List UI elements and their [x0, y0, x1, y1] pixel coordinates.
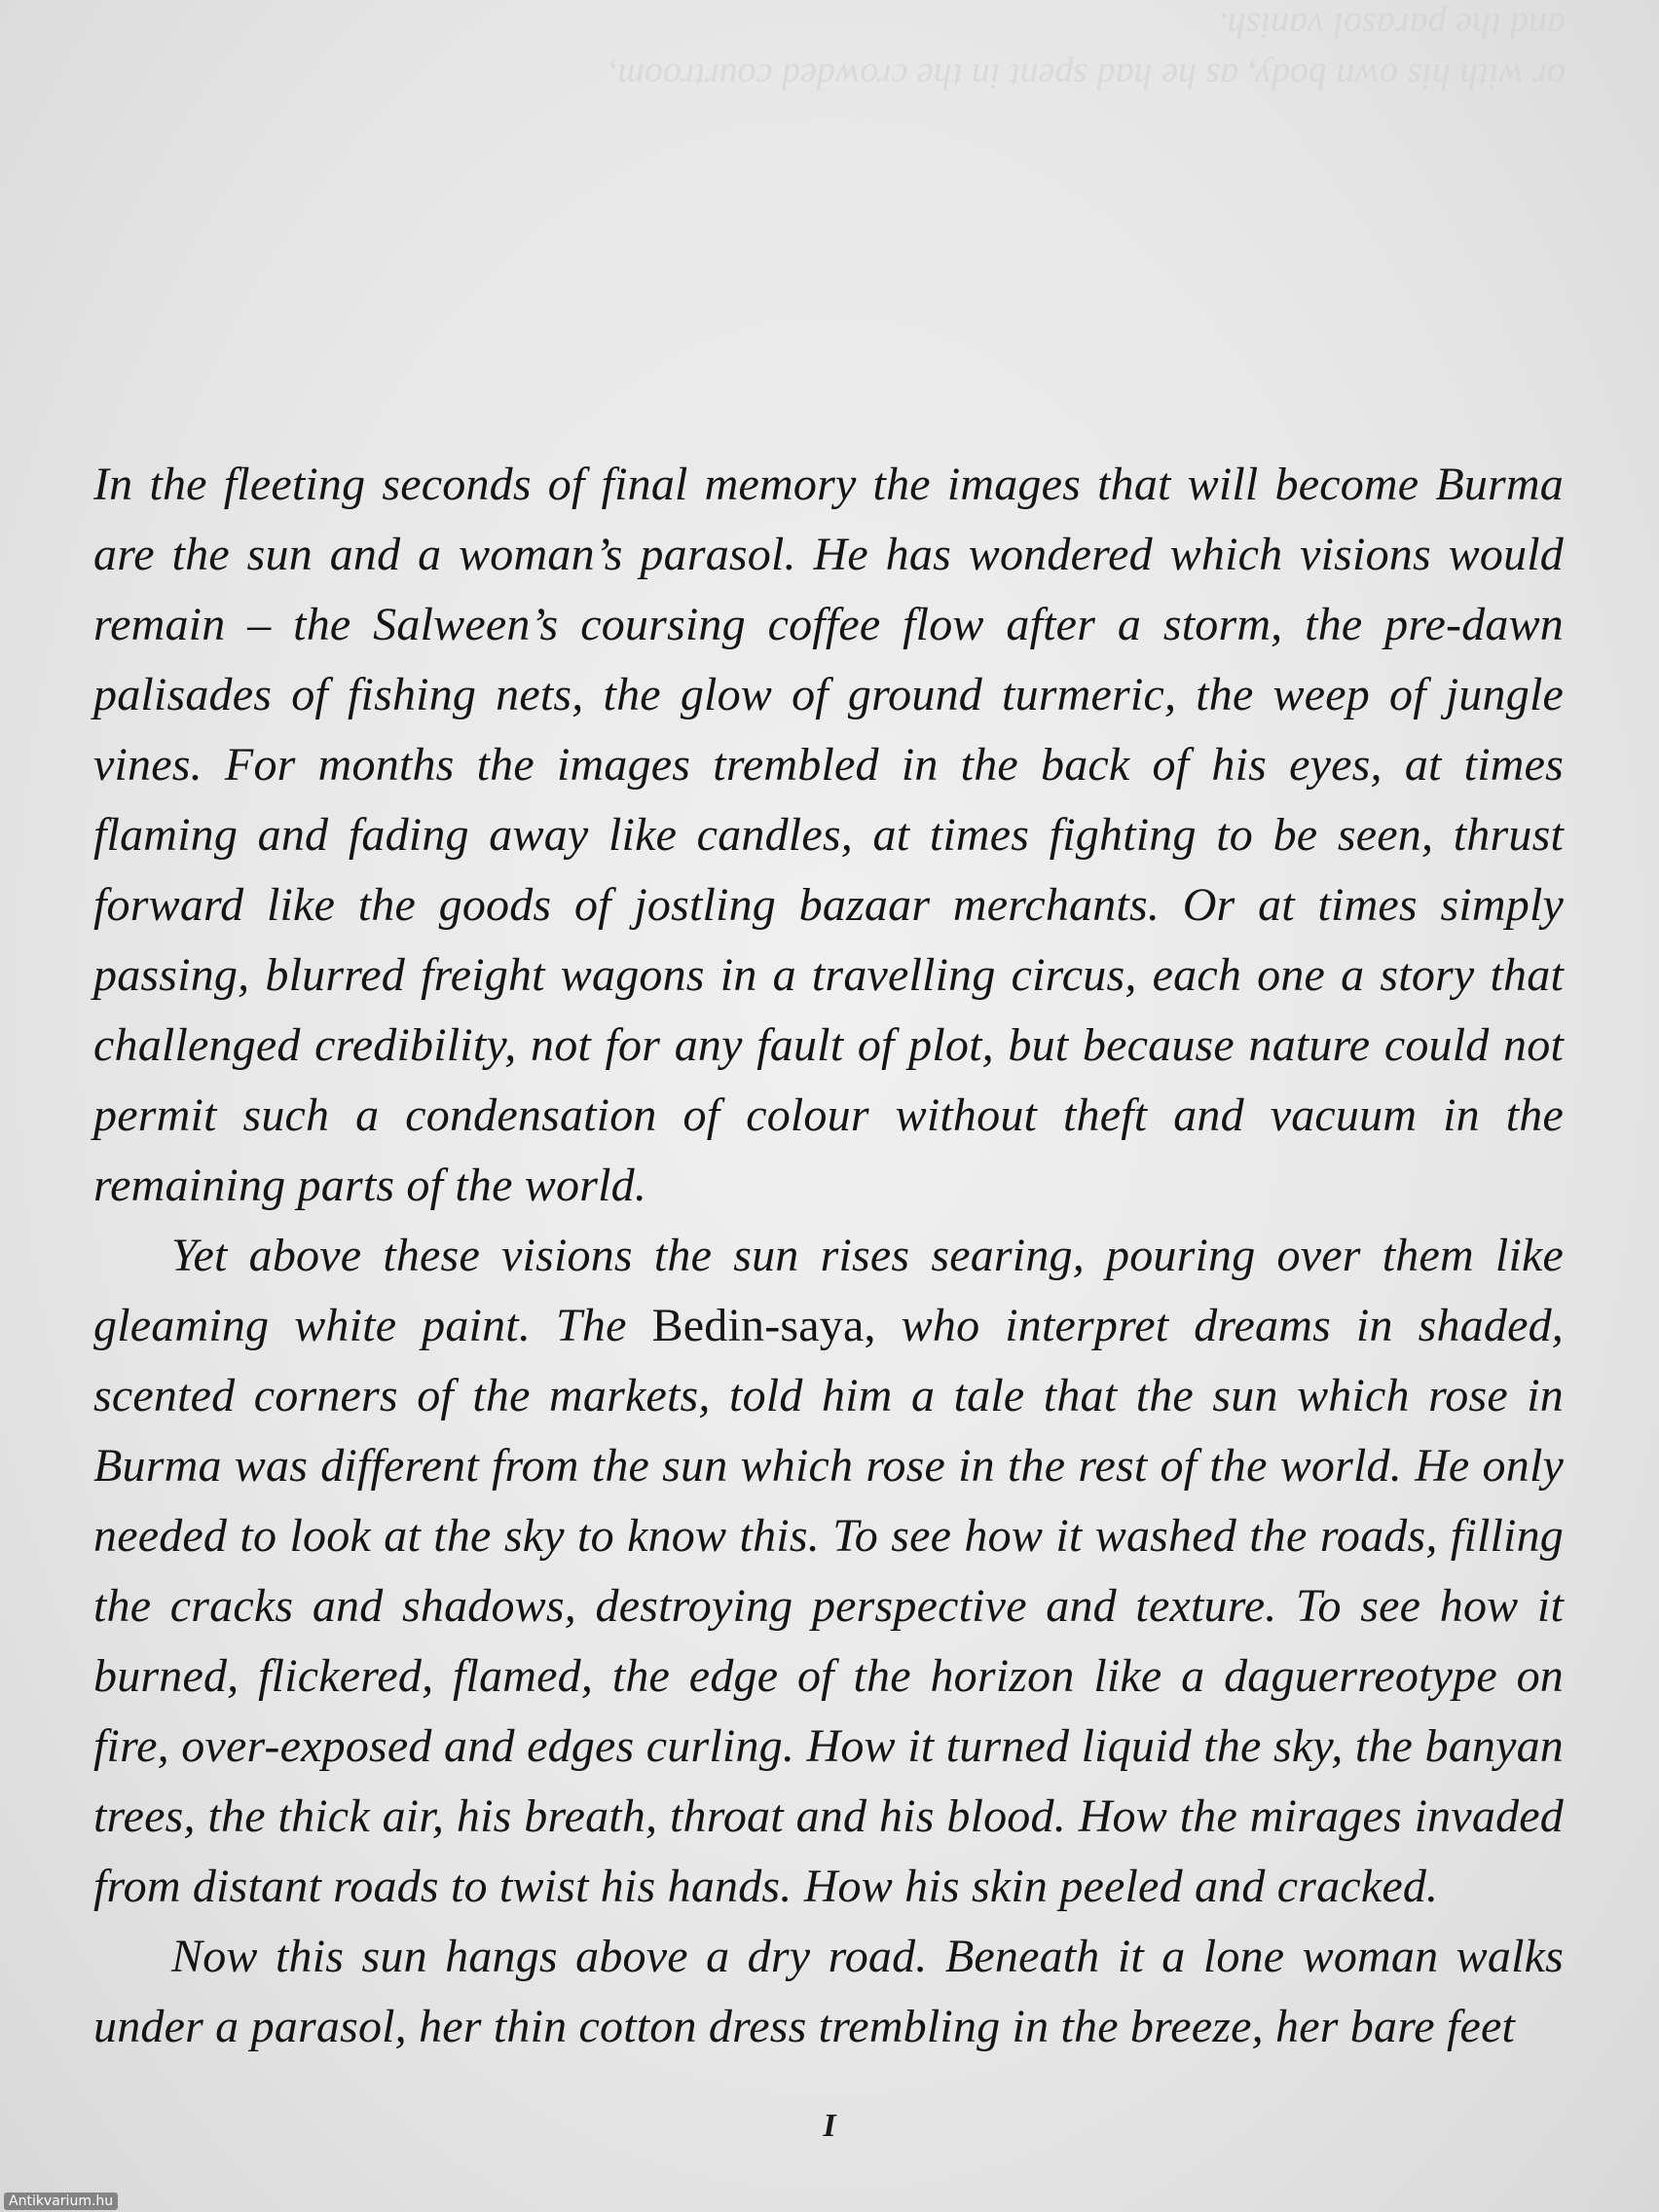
bedin-saya-term: Bedin-saya,	[651, 1300, 876, 1351]
paragraph-text: Yet above these visions the sun rises searing, pouring over them like gleaming white paint. The	[93, 1230, 1564, 1351]
body-text	[93, 450, 1564, 2062]
paragraph-text: who interpret dreams in shaded, scented corners of the markets, told him a tale that the sun which rose in Burma was different from the sun which rose in the rest of the world. He only needed to look at the sky to know this. To see how it washed the roads, filling the cracks and shadows, destroying perspective and texture. To see how it burned, flickered, flamed, the edge of the horizon like a daguerreotype on fire, over-exposed and edges curling. How it turned liquid the sky, the banyan trees, the thick air, his breath, throat and his blood. How the mirages invaded from distant roads to twist his hands. How his skin peeled and cracked.	[93, 1300, 1564, 1912]
paragraph-text: In the fleeting seconds of final memory the images that will become Burma are the sun and a woman’s parasol. He has wondered which visions would remain – the Salween’s coursing coffee flow after a storm, the pre-dawn palisades of fishing nets, the glow of ground turmeric, the weep of jungle vines. For months the images trembled in the back of his eyes, at times flaming and fading away like candles, at times fighting to be seen, thrust forward like the goods of jostling bazaar merchants. Or at times simply passing, blurred freight wagons in a travelling circus, each one a story that challenged credibility, not for any fault of plot, but because nature could not permit such a condensation of colour without theft and vacuum in the remaining parts of the world.	[93, 459, 1564, 1211]
watermark: Antikvarium.hu	[4, 2193, 118, 2210]
page-number: I	[823, 2108, 836, 2144]
paragraph-2	[93, 1221, 1564, 1922]
bleed-through-line: or with his own body, as he had spent in the crowded courtroom,	[608, 55, 1566, 96]
paragraph-3	[93, 1922, 1564, 2062]
bleed-through-line: and the parasol vanish.	[1218, 5, 1566, 46]
paragraph-1	[93, 450, 1564, 1221]
paragraph-text: Now this sun hangs above a dry road. Beneath it a lone woman walks under a parasol, her thin cotton dress trembling in the breeze, her bare feet	[93, 1931, 1564, 2052]
bleed-through-text	[608, 0, 1566, 101]
